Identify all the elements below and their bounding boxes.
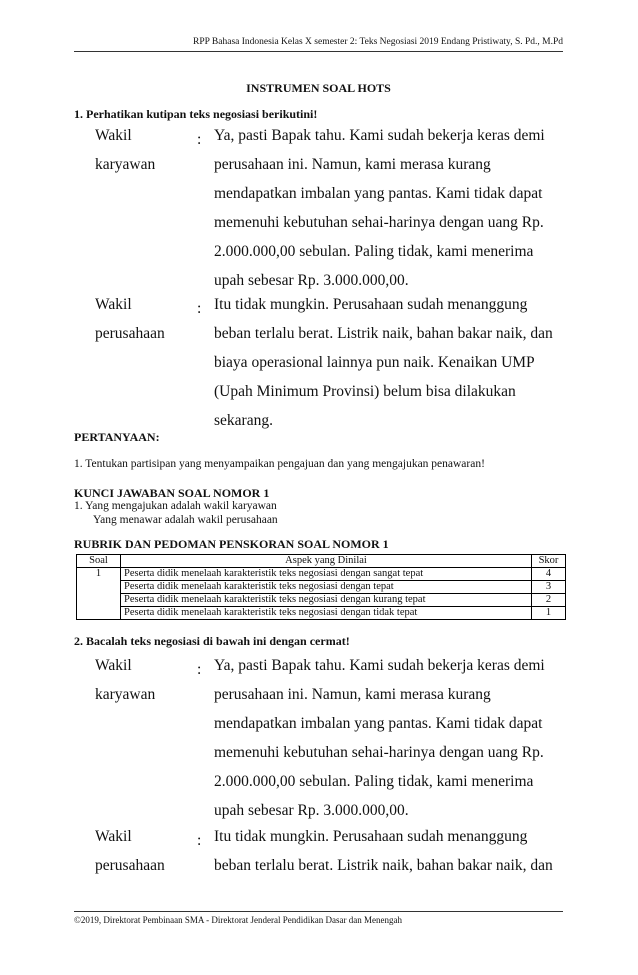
speaker-line: perusahaan [95,857,165,874]
skor-cell: 4 [532,568,566,581]
utterance-line: mendapatkan imbalan yang pantas. Kami tidak dapat [214,185,543,202]
speaker-line: perusahaan [95,325,165,342]
utterance-line: beban terlalu berat. Listrik naik, bahan bakar naik, dan [214,325,553,342]
pertanyaan-item: 1. Tentukan partisipan yang menyampaikan pengajuan dan yang mengajukan penawaran! [74,458,485,470]
q2-speaker-perusahaan [95,822,195,880]
aspek-cell: Peserta didik menelaah karakteristik teks negosiasi dengan tidak tepat [121,607,532,620]
rubrik-heading: RUBRIK DAN PEDOMAN PENSKORAN SOAL NOMOR 1 [74,537,389,551]
footer-rule [74,911,563,912]
speaker-line: Wakil [95,657,132,674]
q1-speaker-karyawan [95,121,195,179]
aspek-cell: Peserta didik menelaah karakteristik teks negosiasi dengan sangat tepat [121,568,532,581]
table-row [77,581,566,594]
q1-speaker-perusahaan [95,290,195,348]
page-footer: ©2019, Direktorat Pembinaan SMA - Direktorat Jenderal Pendidikan Dasar dan Menengah [74,915,403,925]
q2-colon-karyawan: : [197,661,202,678]
utterance-line: upah sebesar Rp. 3.000.000,00. [214,272,409,289]
kunci-line-1: 1. Yang mengajukan adalah wakil karyawan [74,500,277,512]
q1-utterance-karyawan [214,121,594,295]
speaker-line: karyawan [95,156,156,173]
question-1-heading: 1. Perhatikan kutipan teks negosiasi berikutini! [74,107,318,121]
aspek-cell: Peserta didik menelaah karakteristik teks negosiasi dengan kurang tepat [121,594,532,607]
column-header-aspek: Aspek yang Dinilai [121,555,532,568]
pertanyaan-heading: PERTANYAAN: [74,430,160,444]
utterance-line: Ya, pasti Bapak tahu. Kami sudah bekerja keras demi [214,657,545,674]
soal-number-cell: 1 [77,568,121,620]
page-header: RPP Bahasa Indonesia Kelas X semester 2: Teks Negosiasi 2019 Endang Pristiwaty, S. Pd., M.Pd [193,37,563,47]
q1-utterance-perusahaan [214,290,594,435]
utterance-line: 2.000.000,00 sebulan. Paling tidak, kami menerima [214,773,534,790]
question-2-heading: 2. Bacalah teks negosiasi di bawah ini dengan cermat! [74,634,350,648]
q1-colon-perusahaan: : [197,300,202,317]
table-row [77,607,566,620]
utterance-line: Ya, pasti Bapak tahu. Kami sudah bekerja keras demi [214,127,545,144]
utterance-line: Itu tidak mungkin. Perusahaan sudah menanggung [214,296,528,313]
skor-cell: 2 [532,594,566,607]
utterance-line: mendapatkan imbalan yang pantas. Kami tidak dapat [214,715,543,732]
document-title: INSTRUMEN SOAL HOTS [246,81,391,95]
skor-cell: 3 [532,581,566,594]
utterance-line: upah sebesar Rp. 3.000.000,00. [214,802,409,819]
q2-utterance-perusahaan [214,822,594,880]
utterance-line: perusahaan ini. Namun, kami merasa kurang [214,156,491,173]
speaker-line: Wakil [95,127,132,144]
q2-speaker-karyawan [95,651,195,709]
table-row [77,594,566,607]
utterance-line: memenuhi kebutuhan sehai-harinya dengan uang Rp. [214,744,544,761]
speaker-line: karyawan [95,686,156,703]
utterance-line: (Upah Minimum Provinsi) belum bisa dilakukan [214,383,516,400]
aspek-cell: Peserta didik menelaah karakteristik teks negosiasi dengan tepat [121,581,532,594]
utterance-line: perusahaan ini. Namun, kami merasa kurang [214,686,491,703]
speaker-line: Wakil [95,828,132,845]
column-header-skor: Skor [532,555,566,568]
utterance-line: 2.000.000,00 sebulan. Paling tidak, kami menerima [214,243,534,260]
q2-colon-perusahaan: : [197,832,202,849]
q1-colon-karyawan: : [197,131,202,148]
q2-utterance-karyawan [214,651,594,825]
header-rule [74,51,563,52]
utterance-line: Itu tidak mungkin. Perusahaan sudah menanggung [214,828,528,845]
kunci-line-2: Yang menawar adalah wakil perusahaan [93,514,278,526]
rubrik-table [76,554,566,620]
table-header-row [77,555,566,568]
skor-cell: 1 [532,607,566,620]
table-row [77,568,566,581]
utterance-line: sekarang. [214,412,273,429]
speaker-line: Wakil [95,296,132,313]
utterance-line: memenuhi kebutuhan sehai-harinya dengan uang Rp. [214,214,544,231]
column-header-soal: Soal [77,555,121,568]
utterance-line: beban terlalu berat. Listrik naik, bahan bakar naik, dan [214,857,553,874]
kunci-heading: KUNCI JAWABAN SOAL NOMOR 1 [74,486,270,500]
utterance-line: biaya operasional lainnya pun naik. Kenaikan UMP [214,354,535,371]
